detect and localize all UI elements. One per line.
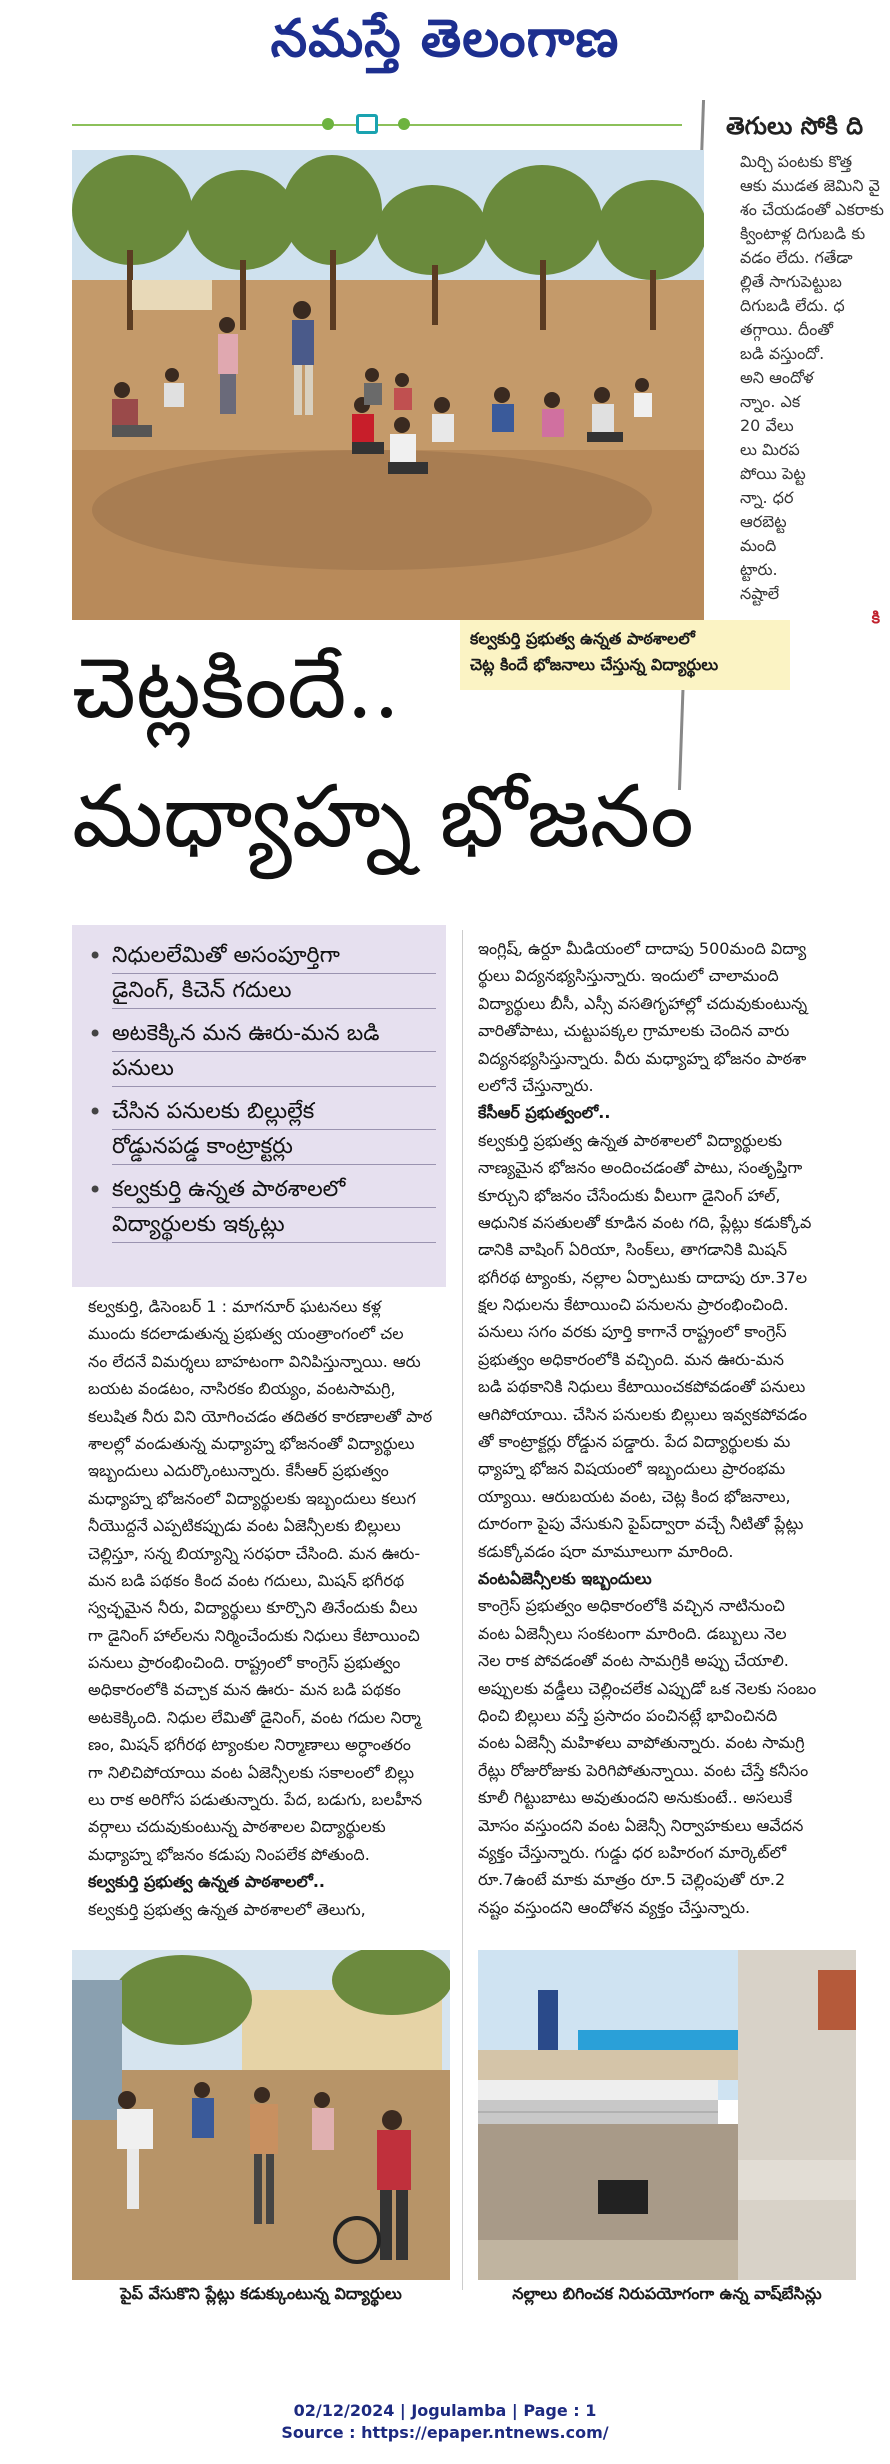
article-line: కాంగ్రెస్ ప్రభుత్వం అధికారంలోకి వచ్చిన నాటినుంచి	[478, 1596, 785, 1616]
side-article-line: న్నా. ధర	[740, 488, 794, 507]
masthead	[0, 0, 890, 90]
section-subheading: కేసీఆర్ ప్రభుత్వంలో..	[478, 1103, 611, 1123]
article-line: నష్టం వస్తుందని ఆందోళన వ్యక్తం చేస్తున్నారు.	[478, 1897, 751, 1917]
bottom-right-photo	[478, 1950, 856, 2280]
main-photo-caption	[460, 620, 790, 690]
side-article-line: తగ్గాయి. దీంతో	[740, 320, 833, 339]
article-line: రూ.7ఉంటే మాకు మాత్రం రూ.5 చెల్లింపుతో రూ.2	[478, 1870, 786, 1890]
side-article-line: ట్టారు.	[740, 560, 778, 579]
side-article-line: ఆకు ముడత జెమిని వై	[740, 176, 880, 195]
article-line: ముందు కదలాడుతున్న ప్రభుత్వ యంత్రాంగంలో చల	[88, 1324, 404, 1344]
article-column-left	[88, 1293, 450, 1923]
article-line: ణం, మిషన్ భగీరథ ట్యాంకుల నిర్మాణాలు అర్ధాంతరం	[88, 1735, 411, 1755]
side-article-line: మిర్చి పంటకు కొత్త	[740, 152, 853, 171]
highlight-line: • కల్వకుర్తి ఉన్నత పాఠశాలలో	[112, 1173, 436, 1208]
side-article-line: న్నాం. ఎక	[740, 392, 801, 411]
article-line: అప్పులకు వడ్డీలు చెల్లించలేక ఎప్పుడో ఒక నెలకు సంబం	[478, 1678, 817, 1698]
article-line: బయట వండటం, నాసిరకం బియ్యం, వంటసామగ్రి,	[88, 1379, 396, 1399]
side-article-line: శం చేయడంతో ఎకరాకు	[740, 200, 884, 219]
section-subheading: వంటఏజెన్సీలకు ఇబ్బందులు	[478, 1568, 652, 1588]
highlight-line: • చేసిన పనులకు బిల్లుల్లేక	[112, 1095, 436, 1130]
unused-washbasins-photo	[478, 1950, 856, 2280]
column-divider	[462, 930, 463, 2290]
article-line: కల్వకుర్తి ప్రభుత్వ ఉన్నత పాఠశాలలో విద్యార్థులకు	[478, 1130, 783, 1150]
highlight-line: • నిధులలేమితో అసంపూర్తిగా	[112, 939, 436, 974]
article-line: కూలీ గిట్టుబాటు అవుతుందని అనుకుంటే.. అసలుకే	[478, 1788, 793, 1808]
highlights-box	[72, 925, 446, 1287]
article-line: య్యాయి. ఆరుబయట వంట, చెట్ల కింద భోజనాలు,	[478, 1486, 791, 1506]
footer-source: Source : https://epaper.ntnews.com/	[281, 2423, 609, 2442]
article-line: లు రాక అరిగోస పడుతున్నారు. పేద, బడుగు, బలహీన	[88, 1790, 423, 1810]
article-line: స్వచ్ఛమైన నీరు, విద్యార్థులు కూర్చొని తినేందుకు వీలు	[88, 1598, 418, 1618]
side-article-line: ఆరబెట్ట	[740, 512, 787, 531]
footer	[0, 2400, 890, 2444]
caption-line: కల్వకుర్తి ప్రభుత్వ ఉన్నత పాఠశాలలో	[470, 629, 695, 648]
article-line: గా నిలిచిపోయాయి వంట ఏజెన్సీలకు సకాలంలో బిల్లు	[88, 1762, 414, 1782]
article-line: మన బడి పథకం కింద వంట గదులు, మిషన్ భగీరథ	[88, 1570, 405, 1590]
side-article-line: నష్టాలే	[740, 584, 780, 603]
highlight-item	[86, 1095, 436, 1165]
headline-line-1: చెట్లకిందే..	[72, 639, 400, 737]
article-line: నీయొద్దనే ఎప్పటికప్పుడు వంట ఏజెన్సీలకు బిల్లులు	[88, 1516, 401, 1536]
article-line: నాణ్యమైన భోజనం అందించడంతో పాటు, సంతృప్తిగా	[478, 1158, 803, 1178]
students-eating-under-trees-photo	[72, 150, 704, 620]
article-line: డానికి వాషింగ్ ఏరియా, సింక్‌లు, తాగడానికి మిషన్	[478, 1240, 788, 1260]
article-line: కూర్చుని భోజనం చేసేందుకు వీలుగా డైనింగ్ హాల్,	[478, 1185, 781, 1205]
side-article-line: లు మిరప	[740, 440, 800, 459]
article-line: మధ్యాహ్న భోజనం కడుపు నింపలేక పోతుంది.	[88, 1844, 370, 1864]
article-line: ఆధునిక వసతులతో కూడిన వంట గది, ప్లేట్లు కడుక్కోవ	[478, 1212, 812, 1232]
bottom-left-photo	[72, 1950, 450, 2280]
side-article-line: మంది	[740, 536, 777, 555]
highlight-line: పనులు	[112, 1052, 436, 1087]
side-article-line: అని ఆందోళ	[740, 368, 814, 387]
article-line: లలోనే చేస్తున్నారు.	[478, 1075, 594, 1095]
article-line: పనులు ప్రారంభించింది. రాష్ట్రంలో కాంగ్రెస్ ప్రభుత్వం	[88, 1653, 401, 1673]
article-line: ఇబ్బందులు ఎదుర్కొంటున్నారు. కేసీఆర్ ప్రభుత్వం	[88, 1461, 389, 1481]
article-line: కలుషిత నీరు విని యోగించడం తదితర కారణాలతో పాఠ	[88, 1406, 433, 1426]
highlight-item	[86, 939, 436, 1009]
article-line: కల్వకుర్తి ప్రభుత్వ ఉన్నత పాఠశాలలో తెలుగు,	[88, 1899, 366, 1919]
side-article-continued: కి	[871, 608, 880, 627]
article-line: ఆగిపోయాయి. చేసిన పనులకు బిల్లులు ఇవ్వకపోవడం	[478, 1404, 807, 1424]
article-line: వారితోపాటు, చుట్టుపక్కల గ్రామాలకు చెందిన వారు	[478, 1021, 790, 1041]
article-line: క్షల నిధులను కేటాయించి పనులను ప్రారంభించింది.	[478, 1295, 789, 1315]
ornament-dot	[398, 118, 410, 130]
article-line: శాలల్లో వండుతున్న మధ్యాహ్న భోజనంతో విద్యార్థులు	[88, 1433, 415, 1453]
article-line: అటకెక్కింది. నిధుల లేమితో డైనింగ్, వంట గదుల నిర్మా	[88, 1707, 421, 1727]
ornament-mark-icon	[356, 114, 378, 134]
main-photo	[72, 150, 704, 620]
article-column-right	[478, 935, 858, 1921]
article-line: విద్యార్థులు బీసీ, ఎస్సీ వసతిగృహాల్లో చదువుకుంటున్న	[478, 993, 808, 1013]
article-line: బడి పథకానికి నిధులు కేటాయించకపోవడంతో పనులు	[478, 1377, 806, 1397]
highlight-item	[86, 1173, 436, 1243]
article-line: దూరంగా పైపు వేసుకుని పైప్‌ద్వారా వచ్చే నీటితో ప్లేట్లు	[478, 1514, 804, 1534]
article-line: వ్యక్తం చేస్తున్నారు. గుడ్డు ధర బహిరంగ మార్కెట్‌లో	[478, 1842, 787, 1862]
highlight-line: విద్యార్థులకు ఇక్కట్లు	[112, 1208, 436, 1243]
article-line: మధ్యాహ్న భోజనంలో విద్యార్థులకు ఇబ్బందులు కలుగ	[88, 1488, 416, 1508]
article-line: గా డైనింగ్ హాల్‌లను నిర్మించేందుకు నిధులు కేటాయించి	[88, 1625, 420, 1645]
article-line: ర్థులు విద్యనభ్యసిస్తున్నారు. ఇందులో చాలామంది	[478, 966, 779, 986]
article-line: రేట్లు రోజురోజుకు పెరిగిపోతున్నాయి. వంట చేస్తే కనీసం	[478, 1760, 809, 1780]
article-line: వర్గాలు చదువుకుంటున్న పాఠశాలల విద్యార్థులకు	[88, 1817, 386, 1837]
article-line: వంట ఏజెన్సీలు సంకటంగా మారింది. డబ్బులు నెల	[478, 1623, 787, 1643]
article-line: ఇంగ్లిష్, ఉర్దూ మీడియంలో దాదాపు 500మంది విద్యా	[478, 939, 807, 958]
article-line: కడుక్కోవడం షరా మామూలుగా మారింది.	[478, 1541, 734, 1561]
ornament-dot	[322, 118, 334, 130]
headline-line-2: మధ్యాహ్న భోజనం	[72, 767, 694, 867]
highlight-line: • అటకెక్కిన మన ఊరు-మన బడి	[112, 1017, 436, 1052]
side-article-headline: తెగులు సోకి ది	[726, 112, 864, 140]
side-article-line: బడి వస్తుందో.	[740, 344, 825, 363]
article-line: నం లేదనే విమర్శలు బాహటంగా వినిపిస్తున్నాయి. ఆరు	[88, 1351, 421, 1371]
article-line: మోసం వస్తుందని వంట ఏజెన్సీ నిర్వాహకులు ఆవేదన	[478, 1815, 804, 1835]
article-line: చెల్లిస్తూ, సన్న బియ్యాన్ని సరఫరా చేసింది. మన ఊరు-	[88, 1543, 421, 1563]
article-line: పనులు సగం వరకు పూర్తి కాగానే రాష్ట్రంలో కాంగ్రెస్	[478, 1322, 787, 1342]
article-line: నెల రాక పోవడంతో వంట సామగ్రికి అప్పు చేయాలి.	[478, 1651, 789, 1671]
newspaper-logo: నమస్తే తెలంగాణ	[270, 8, 620, 69]
article-line: ధించి బిల్లులు వస్తే ప్రసాదం పంచినట్లే భావించినది	[478, 1705, 778, 1725]
highlight-line: రోడ్డునపడ్డ కాంట్రాక్టర్లు	[112, 1130, 436, 1165]
students-washing-plates-photo	[72, 1950, 450, 2280]
highlight-line: డైనింగ్, కిచెన్ గదులు	[112, 974, 436, 1009]
side-article-line: 20 వేలు	[740, 416, 794, 435]
article-line: కల్వకుర్తి, డిసెంబర్ 1 : మాగనూర్ ఘటనలు కళ్ల	[88, 1297, 382, 1316]
article-line: విద్యనభ్యసిస్తున్నారు. వీరు మధ్యాహ్న భోజనం పాఠశా	[478, 1048, 807, 1068]
article-line: తో కాంట్రాక్టర్లు రోడ్డున పడ్డారు. పేద విద్యార్థులకు మ	[478, 1432, 791, 1452]
bottom-right-caption: నల్లాలు బిగించక నిరుపయోగంగా ఉన్న వాష్‌బేసిన్లు	[512, 2284, 822, 2303]
article-line: ప్రభుత్వం అధికారంలోకి వచ్చింది. మన ఊరు-మన	[478, 1349, 784, 1369]
article-line: వంట ఏజెన్సీ మహిళలు వాపోతున్నారు. వంట సామగ్రి	[478, 1733, 805, 1753]
side-article-line: క్వింటాళ్ల దిగుబడి కు	[740, 224, 866, 243]
caption-line: చెట్ల కిందే భోజనాలు చేస్తున్న విద్యార్థులు	[470, 655, 719, 674]
side-article-line: వడం లేదు. గతేడా	[740, 248, 853, 267]
article-line: అధికారంలోకి వచ్చాక మన ఊరు- మన బడి పథకం	[88, 1680, 401, 1700]
section-subheading: కల్వకుర్తి ప్రభుత్వ ఉన్నత పాఠశాలలో..	[88, 1872, 325, 1892]
article-line: భగీరథ ట్యాంకు, నల్లాల ఏర్పాటుకు దాదాపు రూ.37ల	[478, 1267, 808, 1287]
highlight-item	[86, 1017, 436, 1087]
article-line: ధ్యాహ్న భోజన విషయంలో ఇబ్బందులు ప్రారంభమ	[478, 1459, 786, 1479]
side-article-body	[740, 150, 890, 630]
masthead-ornament	[312, 114, 422, 134]
footer-date-page: 02/12/2024 | Jogulamba | Page : 1	[293, 2401, 597, 2420]
side-article-line: పోయి పెట్ట	[740, 464, 806, 483]
side-article-line: దిగుబడి లేదు. ధ	[740, 296, 845, 315]
bottom-left-caption: పైప్ వేసుకొని ప్లేట్లు కడుక్కుంటున్న విద్యార్థులు	[120, 2284, 402, 2303]
side-article-line: ల్లితే సాగుపెట్టుబ	[740, 272, 842, 291]
